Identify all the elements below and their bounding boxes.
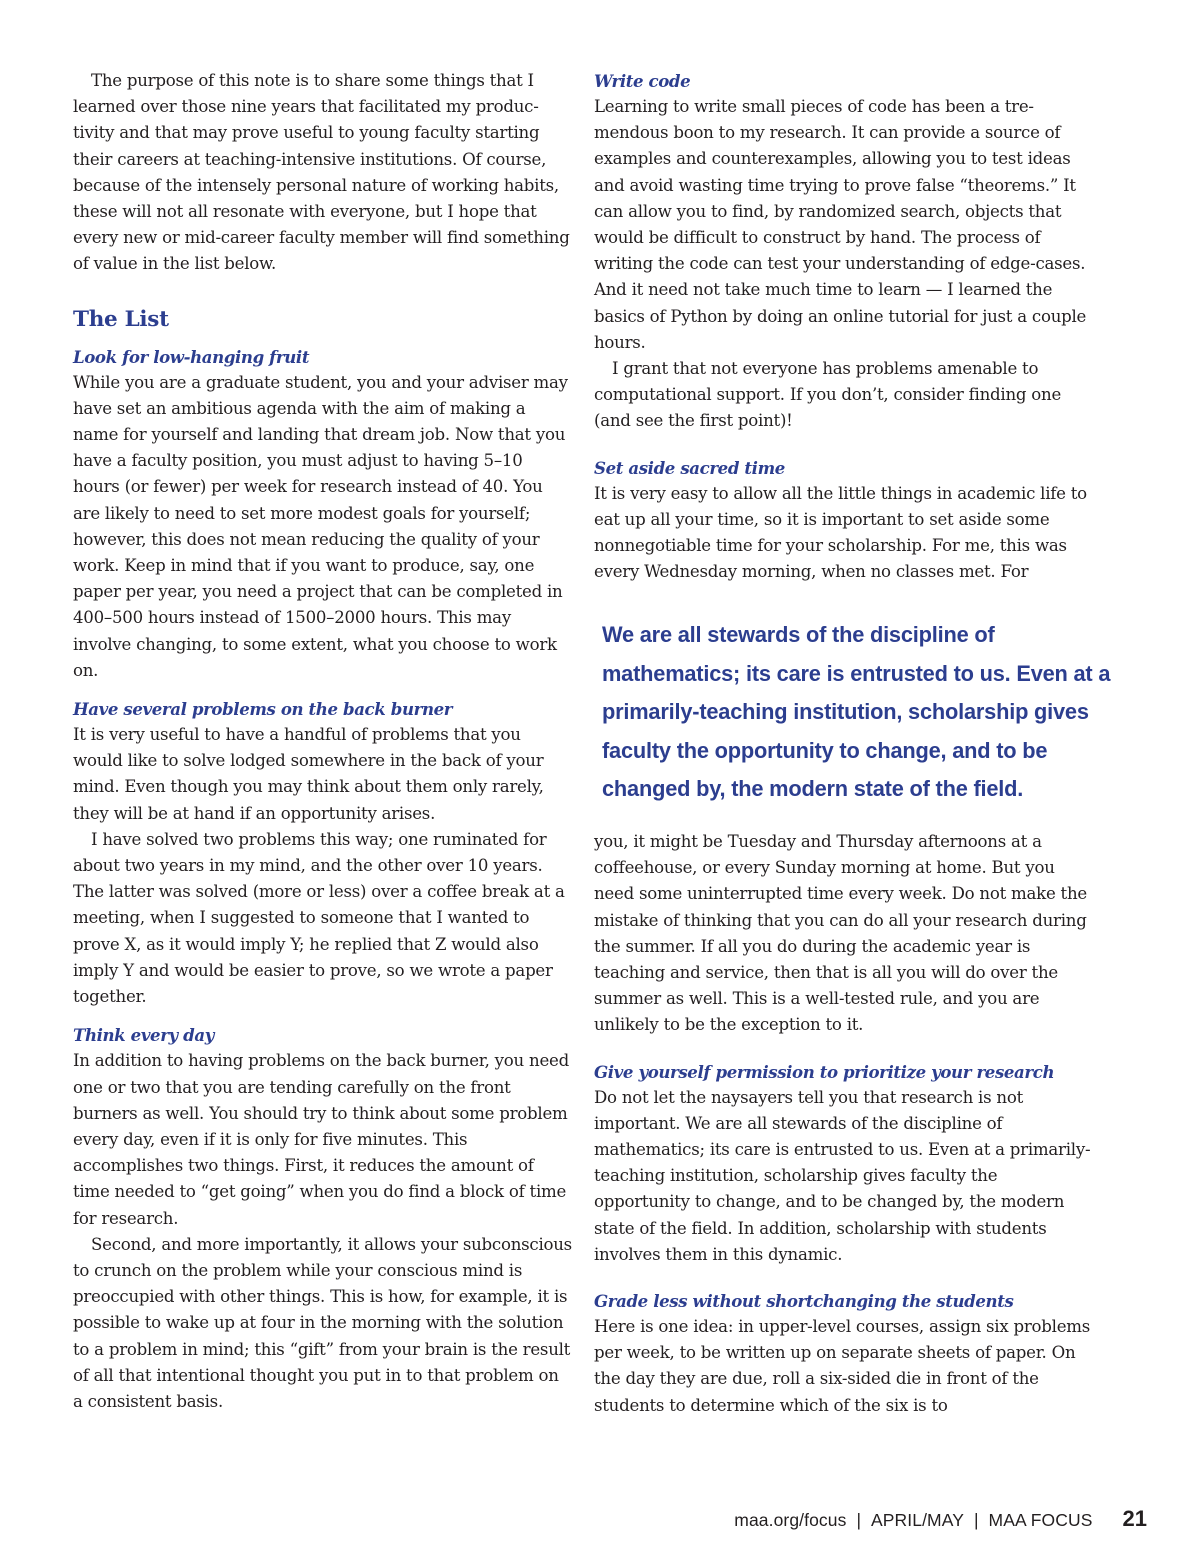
- paragraph-permission: Do not let the naysayers tell you that research is not important. We are all stewards of the discipline of mathematics; its care is entrusted to us. Even at a primarily-teaching institution, scholarship gives faculty the opportunity to change, and to be changed by, the modern state of the field. In addition, scholarship with students involves them in this dynamic.: [594, 1087, 1091, 1264]
- right-column-top: [594, 68, 1094, 585]
- paragraph-write-code-1: Learning to write small pieces of code has been a tremendous boon to my research. It can provide a source of examples and counterexamples, allowing you to test ideas and avoid wasting time trying to prove false “theorems.” It can allow you to find, by randomized search, objects that would be difficult to construct by hand. The process of writing the code can test your understanding of edge-cases. And it need not take much time to learn — I learned the basics of Python by doing an online tutorial for just a couple hours.: [594, 97, 1087, 352]
- paragraph-grade-less: Here is one idea: in upper-level courses, assign six problems per week, to be written up on separate sheets of paper. On the day they are due, roll a six-sided die in front of the students to determine which of the six is to: [594, 1317, 1091, 1415]
- pull-quote: We are all stewards of the discipline of mathematics; its care is entrusted to us. Even at a primarily-teaching institution, scholarship gives faculty the opportunity to change, and to be changed by, the modern state of the field.: [602, 622, 1111, 802]
- heading-sacred-time: Set aside sacred time: [594, 457, 785, 478]
- paragraph-write-code-2: I grant that not everyone has problems amenable to computational support. If you don’t, consider finding one (and see the first point)!: [594, 359, 1062, 431]
- footer-issue: APRIL/MAY: [871, 1510, 964, 1530]
- page-footer: [734, 1506, 1147, 1536]
- left-column: [73, 68, 573, 1415]
- right-column-bottom: [594, 829, 1094, 1419]
- heading-write-code: Write code: [594, 71, 691, 91]
- heading-think-every-day: Think every day: [73, 1025, 214, 1046]
- paragraph-sacred-time-2: you, it might be Tuesday and Thursday afternoons at a coffeehouse, or every Sunday morning at home. But you need some uninterrupted time every week. Do not make the mistake of thinking that you can do all your research during the summer. If all you do during the academic year is teaching and service, then that is all you will do over the summer as well. This is a well-tested rule, and you are unlikely to be the exception to it.: [594, 832, 1087, 1035]
- paragraph-think-every-day-2: Second, and more importantly, it allows your subconscious to crunch on the problem while your conscious mind is preoccupied with other things. This is how, for example, it is possible to wake up at four in the morning with the solution to a problem in mind; this “gift” from your brain is the result of all that intentional thought you put in to that problem on a consistent basis.: [73, 1234, 572, 1411]
- paragraph-low-hanging-fruit: While you are a graduate student, you and your adviser may have set an ambitious agenda with the aim of making a name for yourself and landing that dream job. Now that you have a faculty position, you must adjust to having 5–10 hours (or fewer) per week for research instead of 40. You are likely to need to set more modest goals for yourself; however, this does not mean reducing the quality of your work. Keep in mind that if you want to produce, say, one paper per year, you need a project that can be completed in 400–500 hours instead of 1500–2000 hours. This may involve changing, to some extent, what you choose to work on.: [73, 372, 568, 680]
- paragraph-back-burner-2: I have solved two problems this way; one ruminated for about two years in my mind, and the other over 10 years. The latter was solved (more or less) over a coffee break at a meeting, when I suggested to someone that I wanted to prove X, as it would imply Y; he replied that Z would also imply Y and would be easier to prove, so we wrote a paper together.: [73, 829, 565, 1007]
- footer-separator: |: [856, 1510, 862, 1530]
- heading-low-hanging-fruit: Look for low-hanging fruit: [73, 346, 310, 367]
- paragraph-back-burner-1: It is very useful to have a handful of problems that you would like to solve lodged somewhere in the back of your mind. Even though you may think about them only rarely, they will be at hand if an opportunity arises.: [73, 725, 544, 823]
- paragraph-think-every-day-1: In addition to having problems on the back burner, you need one or two that you are tending carefully on the front burners as well. You should try to think about some problem every day, even if it is only for five minutes. This accomplishes two things. First, it reduces the amount of time needed to “get going” when you do find a block of time for research.: [73, 1051, 569, 1228]
- intro-paragraph: The purpose of this note is to share some things that I learned over those nine years that facilitated my productivity and that may prove useful to young faculty starting their careers at teaching-intensive institutions. Of course, because of the intensely personal nature of working habits, these will not all resonate with everyone, but I hope that every new or mid-career faculty member will find something of value in the list below.: [73, 71, 570, 274]
- footer-url: maa.org/focus: [734, 1510, 847, 1530]
- heading-back-burner: Have several problems on the back burner: [73, 699, 453, 720]
- paragraph-sacred-time-1: It is very easy to allow all the little things in academic life to eat up all your time, so it is important to set aside some nonnegotiable time for your scholarship. For me, this was every Wednesday morning, when no classes met. For: [594, 483, 1087, 582]
- footer-separator: |: [973, 1510, 979, 1530]
- heading-grade-less: Grade less without shortchanging the students: [594, 1291, 1014, 1312]
- page-number: 21: [1122, 1506, 1147, 1531]
- heading-permission: Give yourself permission to prioritize your research: [594, 1061, 1055, 1082]
- footer-publication: MAA FOCUS: [988, 1510, 1093, 1530]
- section-title: The List: [73, 306, 169, 332]
